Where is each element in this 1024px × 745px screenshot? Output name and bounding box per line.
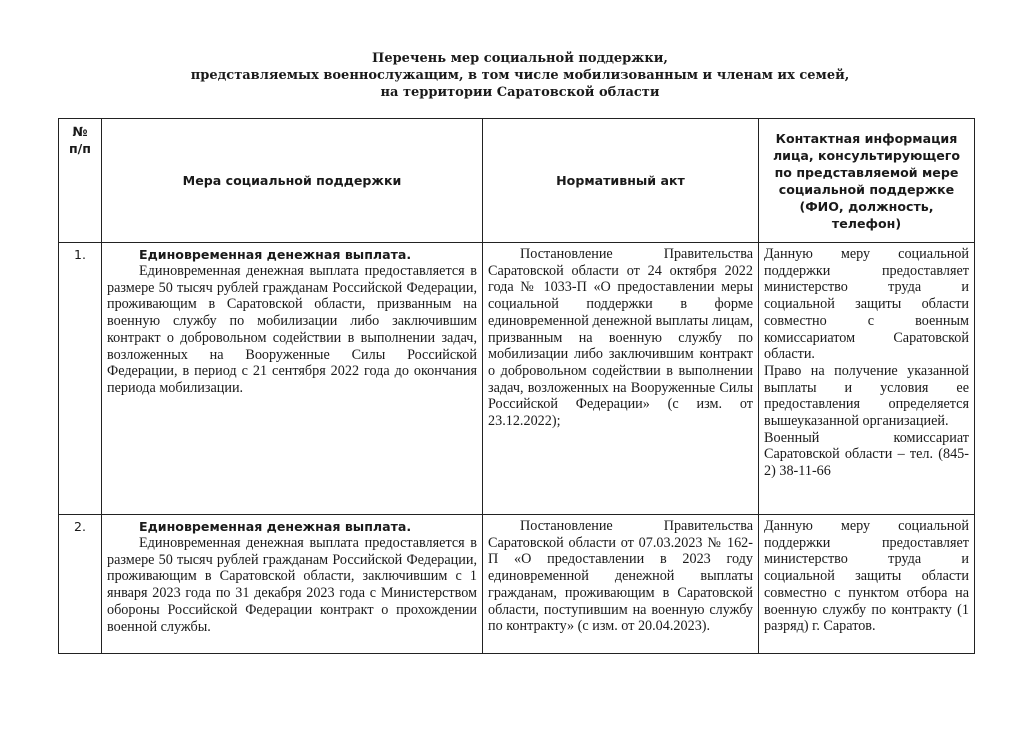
document-title xyxy=(120,50,920,101)
contact-cell xyxy=(759,515,975,654)
act-cell xyxy=(483,515,759,654)
contact-text-1: Данную меру социальной поддержки предоставляет министерство труда и социальной защиты области совместно с пунктом отбора на военную службу по контракту (1 разряд) г. Саратов. xyxy=(764,518,969,635)
contact-text-2: Право на получение указанной выплаты и условия ее предоставления определяется вышеуказанной организацией. xyxy=(764,362,969,430)
act-cell xyxy=(483,243,759,515)
table-row xyxy=(59,515,975,654)
contact-text-3: Военный комиссариат Саратовской области – тел. (845-2) 38-11-66 xyxy=(764,429,969,480)
header-measure: Мера социальной поддержки xyxy=(102,119,483,243)
measure-text: Единовременная денежная выплата предоставляется в размере 50 тысяч рублей гражданам Российской Федерации, проживающим в Саратовской области, заключившим с 1 января 2023 года по 31 декабря 2023 года с Министерством обороны Российской Федерации контракт о прохождении военной службы. xyxy=(107,535,477,635)
contact-text-1: Данную меру социальной поддержки предоставляет министерство труда и социальной защиты области совместно с военным комиссариатом Саратовской области. xyxy=(764,246,969,363)
title-line-1: Перечень мер социальной поддержки, xyxy=(372,51,668,66)
support-measures-table xyxy=(58,118,975,654)
table-row xyxy=(59,243,975,515)
row-number: 2. xyxy=(59,515,102,654)
measure-cell xyxy=(102,515,483,654)
header-act: Нормативный акт xyxy=(483,119,759,243)
contact-cell xyxy=(759,243,975,515)
header-num: № п/п xyxy=(59,119,102,243)
measure-title: Единовременная денежная выплата. xyxy=(139,247,412,262)
header-contact: Контактная информация лица, консультирующего по представляемой мере социальной поддержке (ФИО, должность, телефон) xyxy=(759,119,975,243)
act-text: Постановление Правительства Саратовской области от 24 октября 2022 года № 1033-П «О предоставлении меры социальной поддержки в форме единовременной денежной выплаты лицам, призванным на военную службу по мобилизации либо заключившим контракт о добровольном содействии в выполнении задач, возложенных на Вооруженные Силы Российской Федерации» (с изм. от 23.12.2022); xyxy=(488,246,753,430)
row-number: 1. xyxy=(59,243,102,515)
measure-title: Единовременная денежная выплата. xyxy=(139,519,412,534)
title-line-2: представляемых военнослужащим, в том числе мобилизованным и членам их семей, xyxy=(190,68,850,83)
measure-cell xyxy=(102,243,483,515)
table-header-row xyxy=(59,119,975,243)
title-line-3: на территории Саратовской области xyxy=(380,85,660,100)
measure-text: Единовременная денежная выплата предоставляется в размере 50 тысяч рублей гражданам Российской Федерации, проживающим в Саратовской области, призванным на военную службу по мобилизации либо заключившим контракт о добровольном содействии в выполнении задач, возложенных на Вооруженные Силы Российской Федерации, в период с 21 сентября 2022 года до окончания периода мобилизации. xyxy=(107,263,477,396)
act-text: Постановление Правительства Саратовской области от 07.03.2023 № 162-П «О предоставлении в 2023 году единовременной денежной выплаты гражданам, проживающим в Саратовской области, поступившим на военную службу по контракту» (с изм. от 20.04.2023). xyxy=(488,518,753,635)
